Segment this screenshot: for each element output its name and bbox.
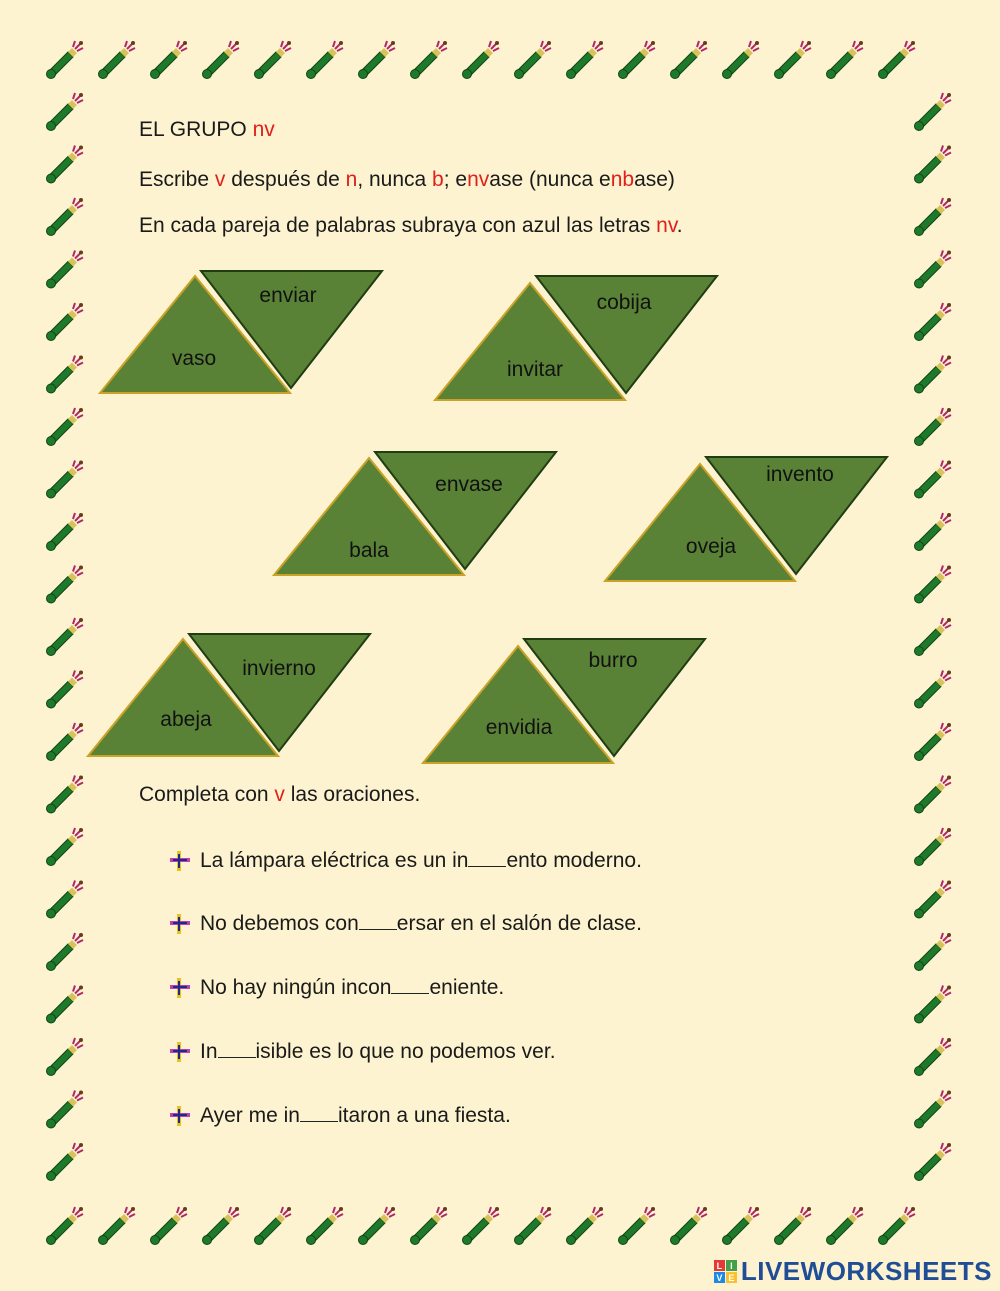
triangle-pair [88,634,370,756]
cross-bullet-icon [168,1104,192,1128]
blank-input[interactable] [218,1039,256,1058]
blank-input[interactable] [359,911,397,930]
triangle-pair [435,276,717,400]
triangle-pair [605,457,887,581]
up-word[interactable]: envidia [485,716,553,739]
up-word[interactable]: abeja [160,708,212,731]
rule-line: Escribe v después de n, nunca b; envase (nunca enbase) [139,168,675,191]
brand-name: LIVEWORKSHEETS [740,1256,992,1286]
down-word[interactable]: invento [766,463,834,486]
triangle-pair [100,271,382,393]
down-word[interactable]: enviar [259,284,317,307]
triangle-pair [274,452,556,575]
cross-bullet-icon [168,1040,192,1064]
down-word[interactable]: burro [588,649,638,672]
up-word[interactable]: bala [349,539,389,562]
blank-input[interactable] [468,848,506,867]
sentence-item: La lámpara eléctrica es un in ento moderno. [168,848,642,873]
blank-input[interactable] [300,1103,338,1122]
cross-bullet-icon [168,912,192,936]
instruction-underline: En cada pareja de palabras subraya con azul las letras nv. [139,214,683,237]
up-word[interactable]: oveja [685,535,737,558]
down-word[interactable]: envase [435,473,503,496]
sentence-item: In isible es lo que no podemos ver. [168,1039,556,1064]
down-word[interactable]: invierno [242,657,316,680]
cross-bullet-icon [168,849,192,873]
up-word[interactable]: invitar [506,358,564,381]
sentence-item: No debemos con ersar en el salón de clase. [168,911,642,936]
liveworksheets-logo[interactable] [714,1256,992,1287]
sentence-item: Ayer me in itaron a una fiesta. [168,1103,511,1128]
blank-input[interactable] [391,975,429,994]
triangle-pair [423,639,705,763]
liveworksheets-badge-icon: L I V E [714,1260,737,1283]
sentence-item: No hay ningún incon eniente. [168,975,504,1000]
cross-bullet-icon [168,976,192,1000]
down-word[interactable]: cobija [596,291,652,314]
page-title: EL GRUPO nv [139,118,275,141]
instruction-complete: Completa con v las oraciones. [139,783,421,806]
up-word[interactable]: vaso [171,347,217,370]
